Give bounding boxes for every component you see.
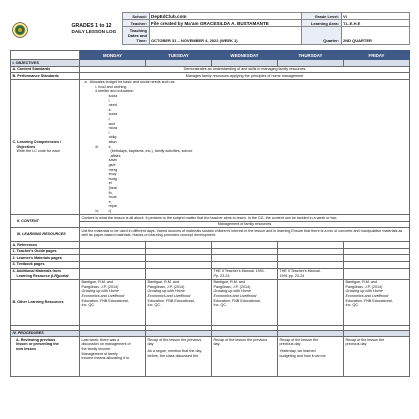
fri-review-1: Recap of the lesson the [345,337,385,342]
fri-other-5: Education. FNB Educational, [345,298,393,303]
tue-review-1: Recap of the lesson the previous [147,337,202,342]
wed-other-4: Economics and Livelihood [213,294,257,299]
dates-value: OCTOBER 31 – NOVEMBER 4, 2022 (WEEK 1) [149,27,301,45]
comp-iii-num: iii. [95,144,99,149]
thu-additional [278,268,344,279]
content-description: Content is what the lesson is all about. It pertains to the subject matter that the teacher aims to teach. In the CG, the content can be tackled in a week or two. [80,215,410,222]
procedures-heading-row [11,330,410,337]
tue-review-3: As a segue, mention that the day [147,349,202,354]
fri-other-1: Bantigue, R.M. and [345,280,378,285]
comp-a: a. Allocates budget for basic and social needs such as: [84,80,176,85]
grade-label: Grade Level: [301,13,341,20]
reviewing-label-3: new lesson [16,347,36,352]
comp-iv-text: savings/emergency budget (health, house, repair) [108,158,118,213]
wed-additional-2: Pp. 23-24 [213,273,230,278]
resources-description: List the materials to be used in different days. Varied sources of materials sustain children's interest in the lesson and in learning Ensure that there is a mix of concrete and manipulative materials as well as paper-based materials. Hands-on learning promotes concept development. [80,228,410,242]
mon-other-5: Education. FNB Educational, [81,298,129,303]
thu-review-4: budgeting and how it can be [279,353,326,358]
teachers-guide-row [11,248,410,255]
lesson-table [10,50,410,377]
resources-row [11,228,410,242]
mon-other-resources [80,279,146,325]
competencies-row [11,79,410,214]
wed-other-resources [212,279,278,325]
references-label: A. References [11,242,80,249]
tue-other-5: Education. FNB Educational, [147,298,195,303]
content-standards-row [11,66,410,73]
wed-other-6: Inc. QC. [213,303,228,308]
wed-other-5: Education. FNB Educational, [213,298,261,303]
teachers-guide-label: 1. Teacher's Guide pages [11,248,80,255]
tue-other-3: Growing up with Home [147,289,185,294]
additional-label-1: 4. Additional Materials from [12,269,61,274]
resources-label: III. LEARNING RESOURCES [11,228,80,242]
fri-other-2: Pangilinan, J.P. (2014) [345,284,383,289]
thu-review-2: previous day [279,342,301,347]
wed-other-3: Growing up with Home [213,289,251,294]
wed-additional [212,268,278,279]
fri-reviewing [344,337,410,377]
textbook-row [11,261,410,268]
comp-iii-b: (birthdays, baptisms, etc.), family activities, school [110,149,193,154]
mon-other-2: Pangilinan, J.P. (2014) [81,284,119,289]
mon-review-4: Management of family [81,351,118,356]
dates-label-1: Teaching Dates and [127,27,147,39]
title-line-1: GRADES 1 to 12 [71,22,112,29]
fri-other-resources [344,279,410,325]
comp-a-text: Allocates budget for basic and social needs such as: [89,80,176,85]
wed-review-2: day. [213,342,221,347]
objectives-heading: I. OBJECTIVES [11,60,80,67]
reviewing-label-1: A. Reviewing previous [16,337,56,342]
content-label: II. CONTENT [11,215,80,228]
wed-review-1: Recap of the lesson the previous [213,337,268,342]
tue-other-4: Economics and Livelihood [147,294,191,299]
grade-value: VI [341,13,409,20]
competencies-label [11,79,80,214]
additional-materials-row [11,268,410,279]
performance-standards-value: Manages family resources applying the principles of home management [80,73,410,80]
content-value: Management of family resources [80,221,410,228]
header-table [10,12,410,45]
comp-i: i. food and clothing [95,84,127,89]
objectives-heading-row [11,60,410,67]
tue-other-1: Bantigue, R.M. and [147,280,180,285]
competencies-label-3: Write the LC code for each [16,149,61,154]
performance-standards-row [11,73,410,80]
wed-additional-1: THE II Teacher's Manual. 1991. [213,269,265,274]
reviewing-label-2: lesson or presenting the [16,342,59,347]
mon-review-1: Last week, there was a [81,337,120,342]
school-label: School: [122,13,149,20]
days-header-row [11,51,410,60]
title-cell [70,13,122,45]
tue-other-6: Inc. QC. [147,303,162,308]
performance-standards-label: B. Performance Standards [11,73,80,80]
mon-review-2: discussion on management of [81,342,131,347]
mon-reviewing [80,337,146,377]
thu-reviewing [278,337,344,377]
mon-other-4: Economics and Livelihood [81,294,125,299]
area-value: T.L.E-H.E [341,20,409,27]
quarter-value: 2ND QUARTER [341,27,409,45]
other-resources-label: B. Other Learning Resources [11,279,80,325]
title-line-2: DAILY LESSON LOG [71,28,117,34]
thu-review-1: Recap of the lesson the [279,337,319,342]
thu-review-3: Yesterday, we learned [279,349,316,354]
fri-other-4: Economics and Livelihood [345,294,389,299]
comp-iii [82,94,408,149]
quarter-label: Quarter: [301,27,341,45]
reviewing-row [11,337,410,377]
deped-seal-icon [12,22,28,38]
dates-label [122,27,149,45]
tue-review-2: day [147,342,154,347]
learners-materials-row [11,255,410,262]
reviewing-label [11,337,80,377]
mon-other-1: Bantigue, R.M. and [81,280,114,285]
thu-additional-2: 1991.pp. 23-24 [279,273,305,278]
fri-other-6: Inc. QC. [345,303,360,308]
day-monday: MONDAY [80,51,146,60]
fri-review-2: previous day [345,342,367,347]
procedures-heading: IV. PROCEDURES [11,330,80,337]
content-standards-label: A. Content Standards [11,66,80,73]
wed-other-2: Pangilinan, J.P. (2014) [213,284,251,289]
mon-other-6: Inc. QC. [81,303,96,308]
mon-review-5: income means allocating it to [81,356,130,361]
fri-other-3: Growing up with Home [345,289,383,294]
thu-additional-1: THE II Teacher's Manual. [279,269,321,274]
tue-other-resources [146,279,212,325]
teacher-value: File created by Ma'am GRACESILDA A. BUSTAMANTE [149,20,301,27]
wed-other-1: Bantigue, R.M. and [213,280,246,285]
area-label: Learning Area: [301,20,341,27]
comp-iii-c: affairs [110,153,121,158]
content-standards-value: Demonstrates an understanding of and skills in managing family resources [80,66,410,73]
additional-materials-label [11,268,80,279]
additional-label-2: Learning Resource (LR)portal [16,273,69,278]
comp-iv [82,158,408,213]
tue-reviewing [146,337,212,377]
day-friday: FRIDAY [344,51,410,60]
deped-seal [10,13,70,45]
comp-iii-text: social needs: social, and moral obligations [108,94,118,149]
competencies-label-2: Objectives [16,144,36,149]
school-value: DepEdClub.com [149,13,301,20]
other-resources-row [11,279,410,325]
day-wednesday: WEDNESDAY [212,51,278,60]
tue-other-2: Pangilinan, J.P. (2014) [147,284,185,289]
day-thursday: THURSDAY [278,51,344,60]
comp-ii: ii.shelter and education [95,89,134,94]
daily-lesson-log [10,12,409,377]
competencies-label-1: C. Learning Competencies / [12,140,62,145]
dates-label-2: Time: [136,38,147,44]
comp-iv-num: iv. [95,208,99,213]
content-row [11,215,410,222]
competencies-value [80,79,410,214]
textbook-label: 3. Textbook pages [11,261,80,268]
references-row [11,242,410,249]
mon-other-3: Growing up with Home [81,289,119,294]
day-tuesday: TUESDAY [146,51,212,60]
learners-materials-label: 2. Learner's Materials pages [11,255,80,262]
tue-review-4: before, the class discussed the [147,353,199,358]
mon-review-3: the family income. [81,347,112,352]
wed-reviewing [212,337,278,377]
teacher-label: Teacher: [122,20,149,27]
